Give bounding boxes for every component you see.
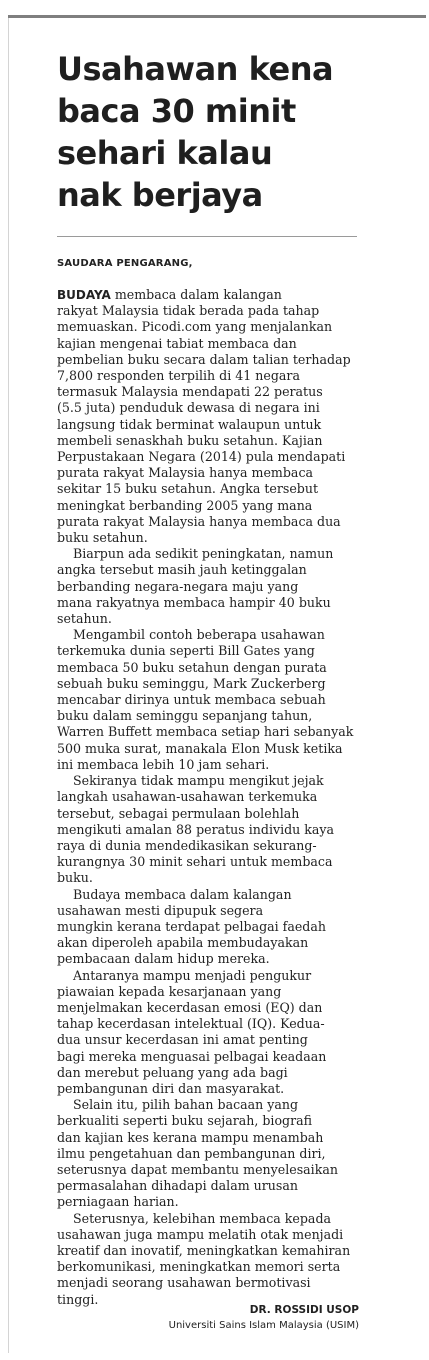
text-line: (5.5 juta) penduduk dewasa di negara ini	[57, 400, 320, 416]
text-line	[57, 287, 362, 303]
text-line: perniagaan harian.	[57, 1194, 179, 1210]
headline-divider	[57, 236, 357, 237]
text-line: setahun.	[57, 611, 112, 627]
text-line: purata rakyat Malaysia hanya membaca dua	[57, 513, 341, 529]
text-line-rest: membaca dalam kalangan	[110, 287, 282, 302]
text-line: membeli senaskhah buku setahun. Kajian	[57, 432, 323, 448]
article-body	[57, 287, 362, 1308]
text-line: akan diperoleh apabila membudayakan	[57, 935, 309, 951]
paragraph	[57, 627, 362, 773]
text-line: terkemuka dunia seperti Bill Gates yang	[57, 643, 315, 659]
text-line: Perpustakaan Negara (2014) pula mendapati	[57, 449, 346, 465]
text-line: menjadi seorang usahawan bermotivasi	[57, 1275, 311, 1291]
paragraph	[57, 1211, 362, 1308]
text-line: mengikuti amalan 88 peratus individu kaya	[57, 821, 335, 837]
paragraph	[57, 968, 362, 1098]
paragraph	[57, 887, 362, 968]
text-line: tersebut, sebagai permulaan bolehlah	[57, 805, 300, 821]
paragraph	[57, 287, 362, 546]
text-line: pembelian buku secara dalam talian terhadap	[57, 351, 351, 367]
lead-word: BUDAYA	[57, 288, 111, 302]
paragraph	[57, 1097, 362, 1210]
text-line: berkualiti seperti buku sejarah, biografi	[57, 1113, 313, 1129]
paragraph	[57, 546, 362, 627]
author-name: DR. ROSSIDI USOP	[249, 1304, 359, 1316]
text-line: angka tersebut masih jauh ketinggalan	[57, 562, 307, 578]
text-line: sekitar 15 buku setahun. Angka tersebut	[57, 481, 319, 497]
headline-line: sehari kalau	[57, 134, 273, 172]
text-line: berbanding negara-negara maju yang	[57, 578, 299, 594]
headline-line: Usahawan kena	[57, 50, 334, 88]
text-line: ilmu pengetahuan dan pembangunan diri,	[57, 1145, 326, 1161]
text-line: Selain itu, pilih bahan bacaan yang	[73, 1097, 299, 1113]
text-line: pembangunan diri dan masyarakat.	[57, 1080, 285, 1096]
text-line: sebuah buku seminggu, Mark Zuckerberg	[57, 675, 326, 691]
signoff	[169, 1304, 359, 1331]
text-line: usahawan mesti dipupuk segera	[57, 902, 264, 918]
text-line: 500 muka surat, manakala Elon Musk ketika	[57, 740, 343, 756]
author-affiliation: Universiti Sains Islam Malaysia (USIM)	[168, 1320, 359, 1331]
text-line: menjelmakan kecerdasan emosi (EQ) dan	[57, 999, 323, 1015]
text-line: mencabar dirinya untuk membaca sebuah	[57, 692, 326, 708]
text-line: raya di dunia mendedikasikan sekurang-	[57, 837, 317, 853]
text-line: ini membaca lebih 10 jam sehari.	[57, 756, 270, 772]
headline	[57, 48, 333, 216]
text-line: memuaskan. Picodi.com yang menjalankan	[57, 319, 333, 335]
text-line: kurangnya 30 minit sehari untuk membaca	[57, 854, 333, 870]
text-line: Sekiranya tidak mampu mengikut jejak	[73, 773, 324, 789]
text-line: Budaya membaca dalam kalangan	[73, 886, 292, 902]
text-line: Mengambil contoh beberapa usahawan	[73, 627, 325, 643]
text-line: Antaranya mampu menjadi pengukur	[73, 967, 312, 983]
headline-line: baca 30 minit	[57, 92, 296, 130]
text-line: rakyat Malaysia tidak berada pada tahap	[57, 303, 320, 319]
text-line: 7,800 responden terpilih di 41 negara	[57, 368, 300, 384]
text-line: meningkat berbanding 2005 yang mana	[57, 497, 313, 513]
text-line: tahap kecerdasan intelektual (IQ). Kedua-	[57, 1016, 325, 1032]
text-line: Biarpun ada sedikit peningkatan, namun	[73, 546, 334, 562]
byline: SAUDARA PENGARANG,	[57, 258, 193, 269]
text-line: seterusnya dapat membantu menyelesaikan	[57, 1161, 338, 1177]
text-line: Warren Buffett membaca setiap hari sebanyak	[57, 724, 354, 740]
text-line: termasuk Malaysia mendapati 22 peratus	[57, 384, 323, 400]
text-line: kajian mengenai tabiat membaca dan	[57, 335, 297, 351]
text-line: langsung tidak berminat walaupun untuk	[57, 416, 322, 432]
headline-line: nak berjaya	[57, 176, 263, 214]
text-line: buku setahun.	[57, 530, 148, 546]
text-line: dan kajian kes kerana mampu menambah	[57, 1129, 324, 1145]
text-line: langkah usahawan-usahawan terkemuka	[57, 789, 318, 805]
text-line: kreatif dan inovatif, meningkatkan kemahiran	[57, 1242, 351, 1258]
text-line: tinggi.	[57, 1291, 99, 1307]
text-line: purata rakyat Malaysia hanya membaca	[57, 465, 314, 481]
top-rule	[8, 15, 426, 18]
text-line: dua unsur kecerdasan ini amat penting	[57, 1032, 308, 1048]
text-line: buku dalam seminggu sepanjang tahun,	[57, 708, 313, 724]
text-line: mungkin kerana terdapat pelbagai faedah	[57, 918, 326, 934]
text-line: membaca 50 buku setahun dengan purata	[57, 659, 327, 675]
text-line: pembacaan dalam hidup mereka.	[57, 951, 270, 967]
text-line: bagi mereka menguasai pelbagai keadaan	[57, 1048, 327, 1064]
text-line: mana rakyatnya membaca hampir 40 buku	[57, 594, 331, 610]
text-line: buku.	[57, 870, 93, 886]
text-line: Seterusnya, kelebihan membaca kepada	[73, 1210, 332, 1226]
text-line: dan merebut peluang yang ada bagi	[57, 1064, 288, 1080]
text-line: berkomunikasi, meningkatkan memori serta	[57, 1259, 341, 1275]
text-line: usahawan juga mampu melatih otak menjadi	[57, 1226, 344, 1242]
text-line: piawaian kepada kesarjanaan yang	[57, 983, 282, 999]
paragraph	[57, 773, 362, 886]
text-line: permasalahan dihadapi dalam urusan	[57, 1178, 298, 1194]
column-edge	[8, 18, 9, 1353]
